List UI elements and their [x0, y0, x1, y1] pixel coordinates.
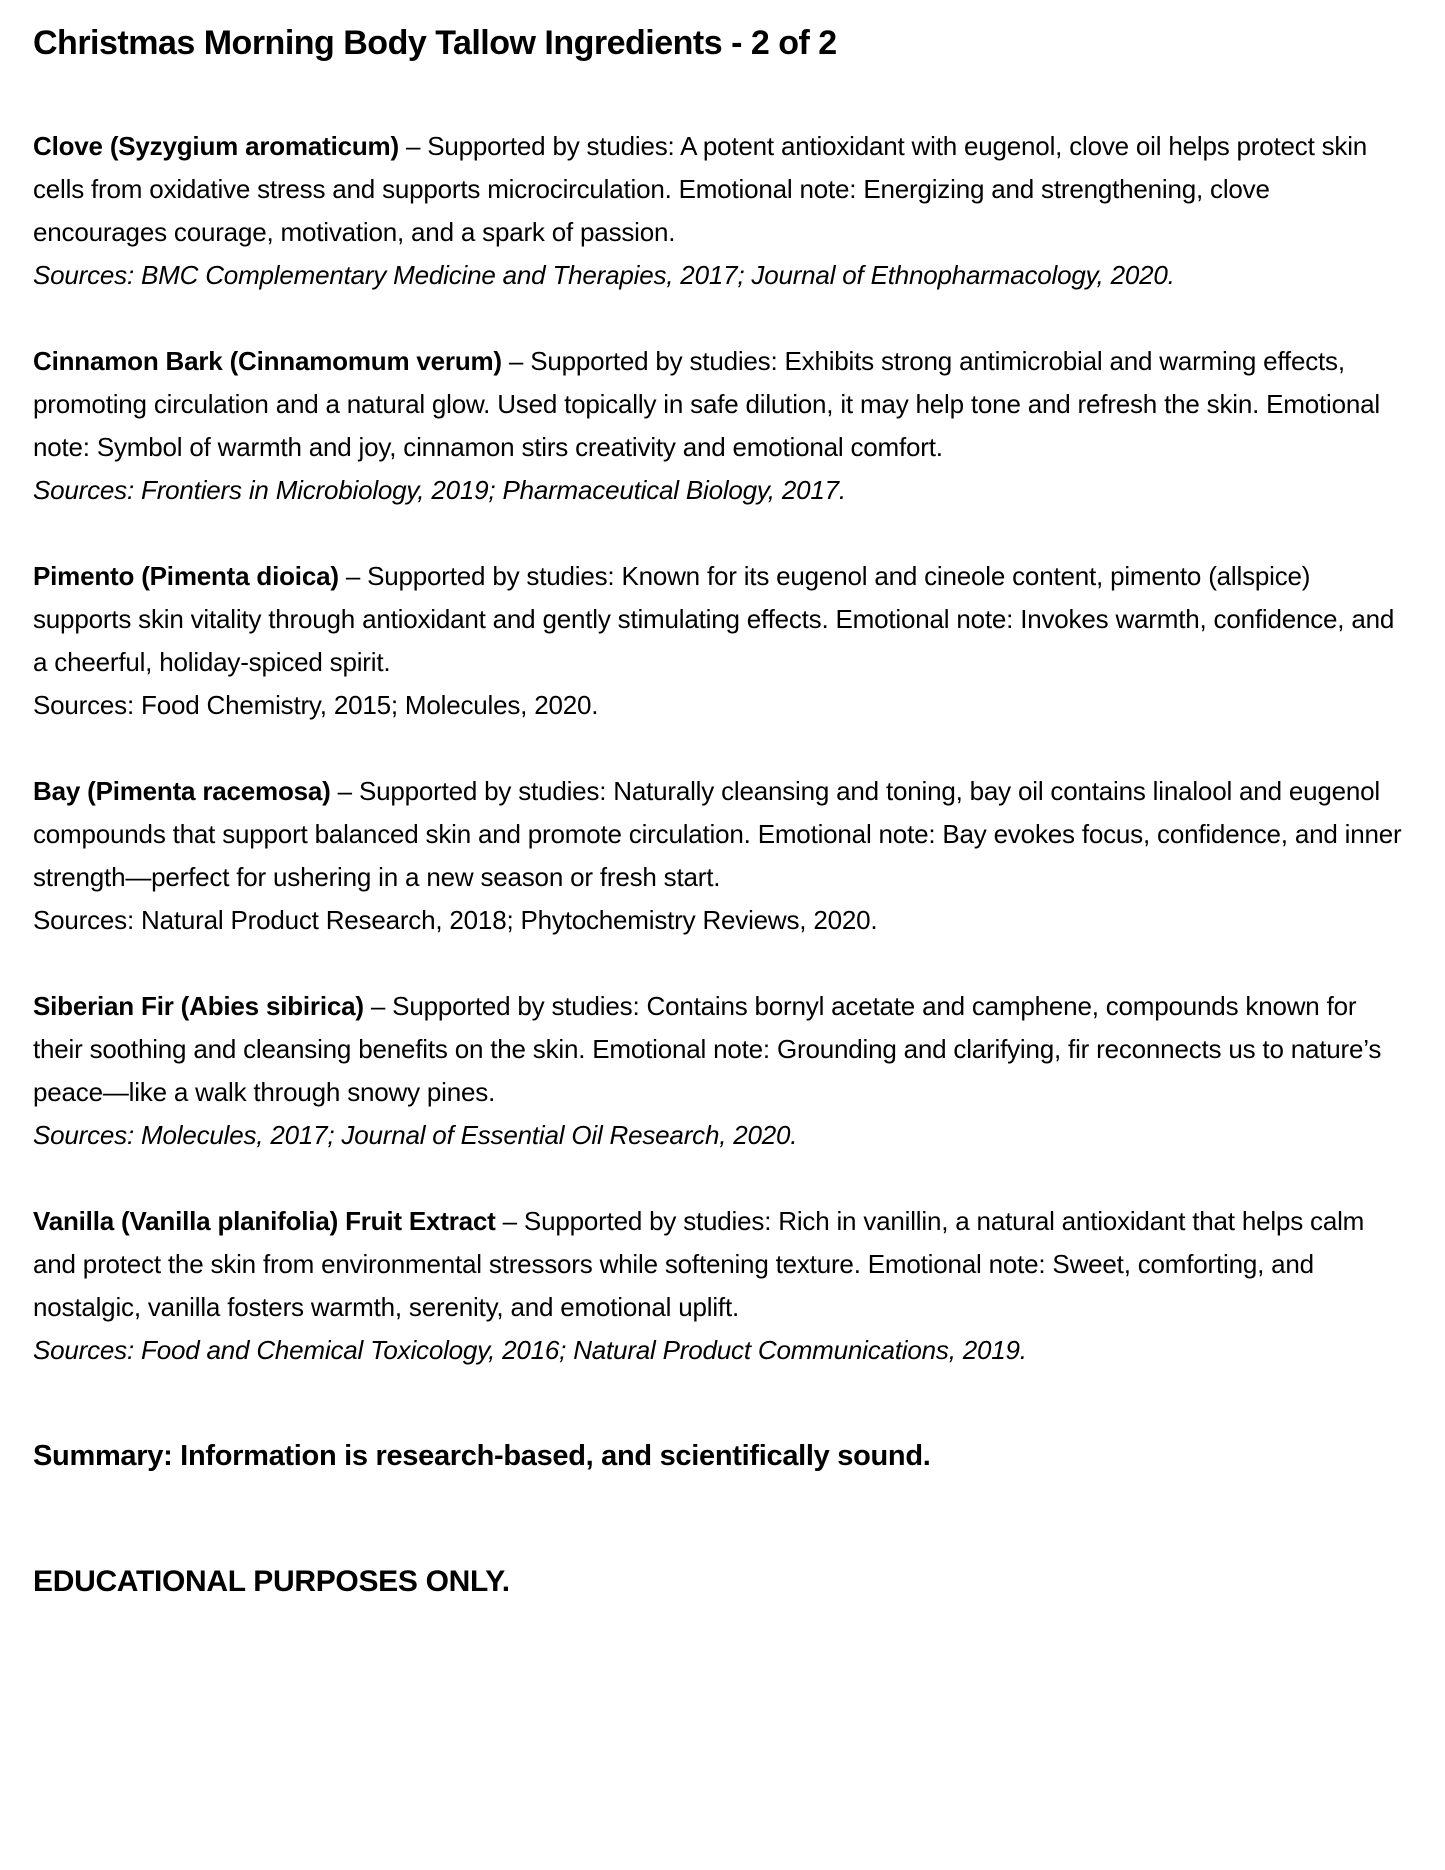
section-sources: Sources: Frontiers in Microbiology, 2019; Pharmaceutical Biology, 2017. — [33, 475, 846, 505]
section-sources: Sources: Natural Product Research, 2018; Phytochemistry Reviews, 2020. — [33, 905, 878, 935]
section-heading: Vanilla (Vanilla planifolia) Fruit Extract — [33, 1206, 496, 1236]
section-siberian-fir — [33, 985, 1403, 1157]
section-bay — [33, 770, 1403, 942]
section-heading: Pimento (Pimenta dioica) — [33, 561, 339, 591]
section-cinnamon-bark — [33, 340, 1403, 512]
section-paragraph — [33, 985, 1403, 1114]
section-heading: Siberian Fir (Abies sibirica) — [33, 991, 364, 1021]
summary-statement: Summary: Information is research-based, and scientifically sound. — [33, 1440, 931, 1472]
section-sources: Sources: Food and Chemical Toxicology, 2016; Natural Product Communications, 2019. — [33, 1335, 1027, 1365]
section-body: – Supported by studies: A potent antioxidant with eugenol, clove oil helps protect skin cells from oxidative stress and supports microcirculation. Emotional note: Energizing and strengthening, clove encourages courage, motivation, and a spark of passion. — [33, 131, 1368, 247]
section-vanilla — [33, 1200, 1403, 1372]
section-body: – Supported by studies: Contains bornyl acetate and camphene, compounds known for their soothing and cleansing benefits on the skin. Emotional note: Grounding and clarifying, fir reconnects us to nature’s peace—like a walk through snowy pines. — [33, 991, 1382, 1107]
section-paragraph — [33, 770, 1403, 899]
section-body: – Supported by studies: Exhibits strong antimicrobial and warming effects, promoting circulation and a natural glow. Used topically in safe dilution, it may help tone and refresh the skin. Emotional note: Symbol of warmth and joy, cinnamon stirs creativity and emotional comfort. — [33, 346, 1380, 462]
section-body: – Supported by studies: Rich in vanillin, a natural antioxidant that helps calm and protect the skin from environmental stressors while softening texture. Emotional note: Sweet, comforting, and nostalgic, vanilla fosters warmth, serenity, and emotional uplift. — [33, 1206, 1365, 1322]
section-paragraph — [33, 340, 1403, 469]
section-pimento — [33, 555, 1403, 727]
section-paragraph — [33, 555, 1403, 684]
section-clove — [33, 125, 1403, 297]
section-body: – Supported by studies: Naturally cleansing and toning, bay oil contains linalool and eugenol compounds that support balanced skin and promote circulation. Emotional note: Bay evokes focus, confidence, and inner strength—perfect for ushering in a new season or fresh start. — [33, 776, 1402, 892]
section-paragraph — [33, 1200, 1403, 1329]
disclaimer-statement: EDUCATIONAL PURPOSES ONLY. — [33, 1565, 510, 1598]
section-sources: Sources: Food Chemistry, 2015; Molecules, 2020. — [33, 690, 599, 720]
section-sources: Sources: BMC Complementary Medicine and Therapies, 2017; Journal of Ethnopharmacology, 2020. — [33, 260, 1175, 290]
section-body: – Supported by studies: Known for its eugenol and cineole content, pimento (allspice) supports skin vitality through antioxidant and gently stimulating effects. Emotional note: Invokes warmth, confidence, and a cheerful, holiday-spiced spirit. — [33, 561, 1395, 677]
section-heading: Bay (Pimenta racemosa) — [33, 776, 331, 806]
section-sources: Sources: Molecules, 2017; Journal of Essential Oil Research, 2020. — [33, 1120, 798, 1150]
section-paragraph — [33, 125, 1403, 254]
section-heading: Cinnamon Bark (Cinnamomum verum) — [33, 346, 502, 376]
page-title: Christmas Morning Body Tallow Ingredients - 2 of 2 — [33, 24, 837, 62]
section-heading: Clove (Syzygium aromaticum) — [33, 131, 399, 161]
